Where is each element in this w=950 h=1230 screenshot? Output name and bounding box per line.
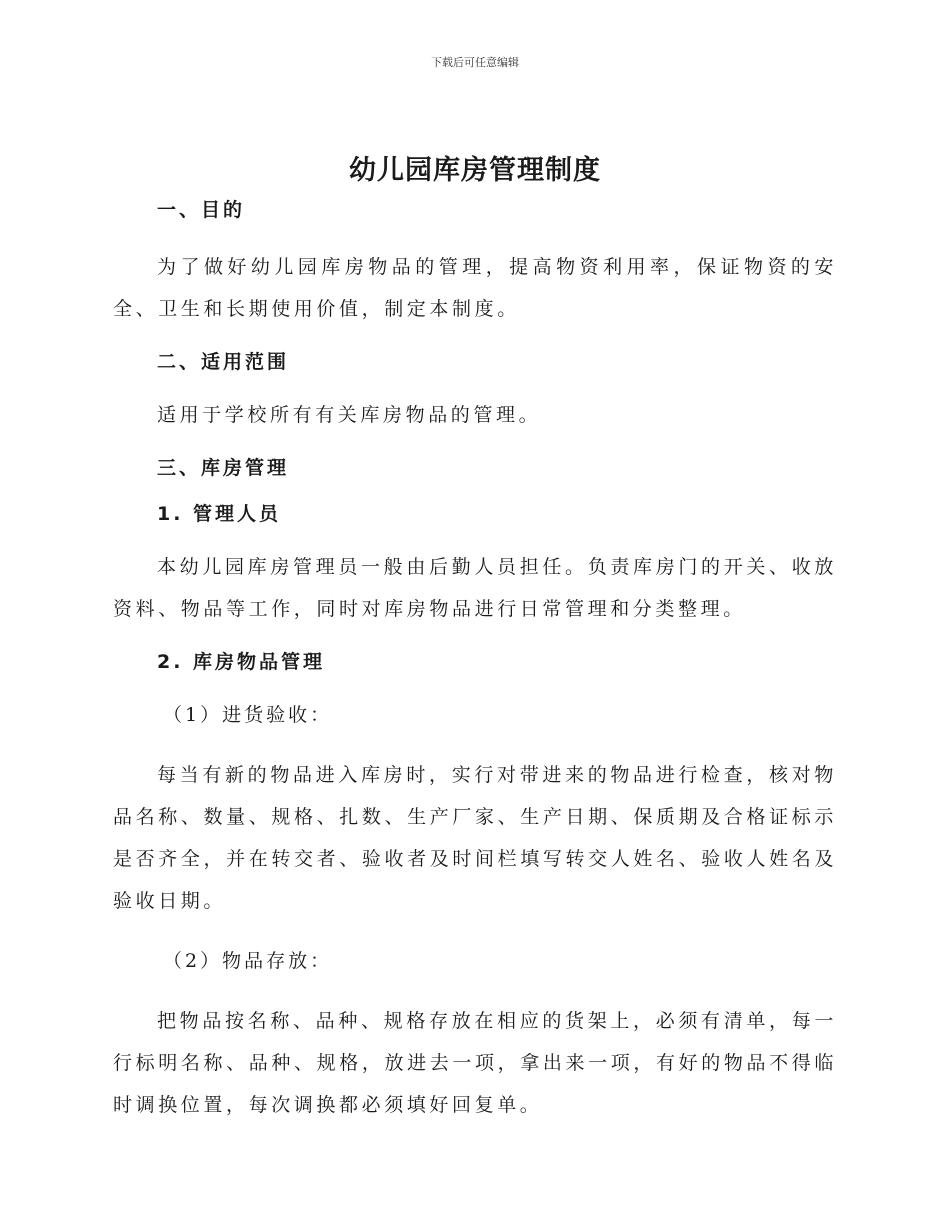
section-paragraph-scope: 适用于学校所有有关库房物品的管理。 [157, 404, 542, 426]
section-heading-warehouse: 三、库房管理 [157, 457, 290, 479]
section-heading-scope: 二、适用范围 [157, 351, 290, 373]
section-paragraph-purpose: 为了做好幼儿园库房物品的管理，提高物资利用率，保证物资的安全、卫生和长期使用价值，制定本制度。 [113, 256, 837, 320]
item-paragraph-receiving: 每当有新的物品进入库房时，实行对带进来的物品进行检查，核对物品名称、数量、规格、扎数、生产厂家、生产日期、保质期及合格证标示是否齐全，并在转交者、验收者及时间栏填写转交人姓名、验收人姓名及验收日期。 [113, 764, 837, 912]
subsection-heading-staff: 1. 管理人员 [157, 503, 282, 525]
section-heading-purpose: 一、目的 [157, 199, 246, 221]
item-paragraph-storage: 把物品按名称、品种、规格存放在相应的货架上，必须有清单，每一行标明名称、品种、规格，放进去一项，拿出来一项，有好的物品不得临时调换位置，每次调换都必须填好回复单。 [113, 1010, 837, 1116]
subsection-paragraph-staff: 本幼儿园库房管理员一般由后勤人员担任。负责库房门的开关、收放资料、物品等工作，同时对库房物品进行日常管理和分类整理。 [113, 556, 837, 620]
subsection-heading-items: 2. 库房物品管理 [157, 651, 326, 673]
header-note: 下载后可任意编辑 [431, 56, 519, 69]
document-title: 幼儿园库房管理制度 [349, 155, 601, 186]
item-label-receiving: （1）进货验收： [163, 704, 333, 726]
document-body [113, 196, 837, 1126]
item-label-storage: （2）物品存放： [163, 950, 333, 972]
